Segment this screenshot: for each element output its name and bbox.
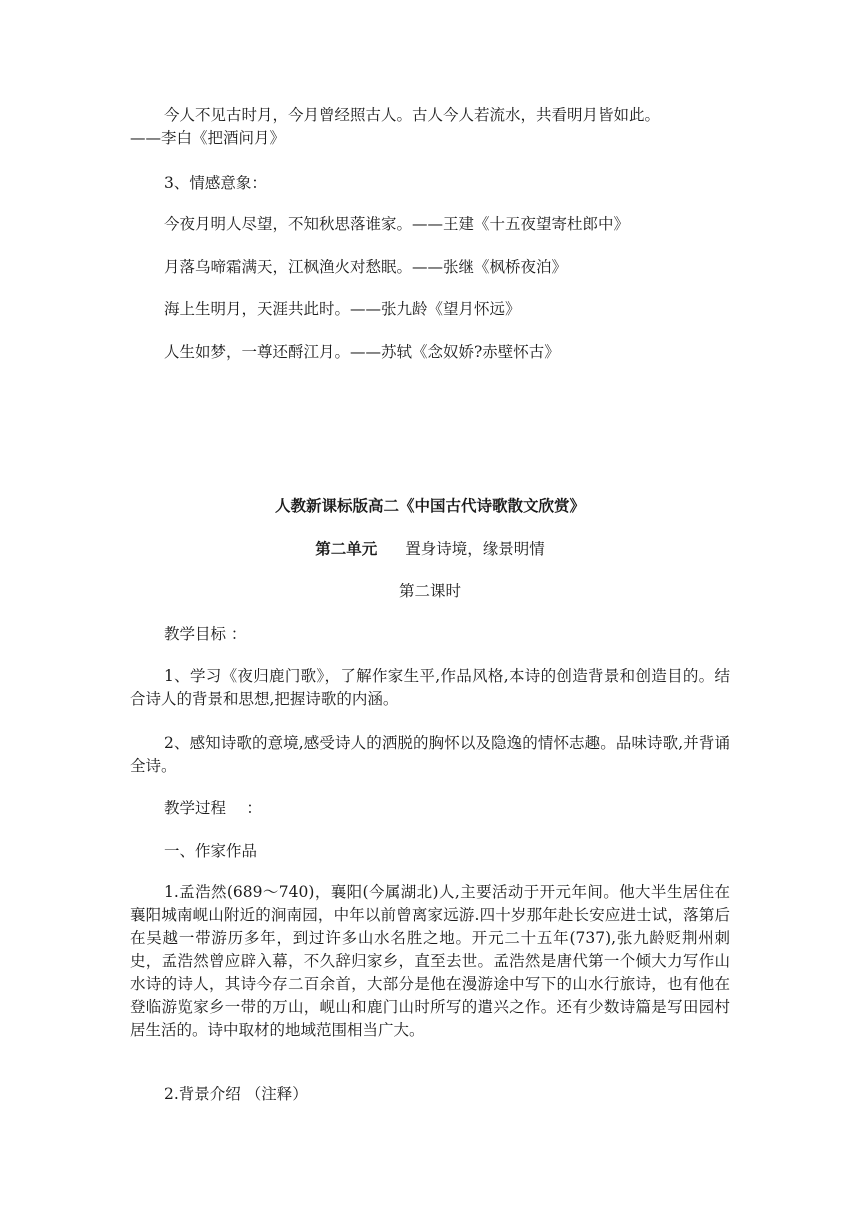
quote-item-2: 月落乌啼霜满天，江枫渔火对愁眠。——张继《枫桥夜泊》 (164, 258, 568, 276)
unit-label: 第二单元 (315, 539, 378, 558)
unit-theme: 置身诗境，缘景明情 (405, 540, 545, 558)
course-title: 人教新课标版高二《中国古代诗歌散文欣赏》 (274, 496, 585, 515)
quote-item-1: 今夜月明人尽望，不知秋思落谁家。——王建《十五夜望寄杜郎中》 (164, 215, 630, 233)
background-heading: 2.背景介绍 （注释） (164, 1085, 308, 1103)
goal-1: 1、学习《夜归鹿门歌》，了解作家生平,作品风格,本诗的创造背景和创造目的。结合诗人的背景和思想,把握诗歌的内涵。 (130, 667, 730, 708)
quote-item-4: 人生如梦，一尊还酹江月。——苏轼《念奴娇?赤壁怀古》 (164, 343, 560, 361)
author-paragraph: 1.孟浩然(689～740)，襄阳(今属湖北)人,主要活动于开元年间。他大半生居住在襄阳城南岘山附近的涧南园，中年以前曾离家远游.四十岁那年赴长安应进士试，落第后在吴越一带游历多年，到过许多山水名胜之地。开元二十五年(737),张九龄贬荆州刺史，孟浩然曾应辟入幕，不久辞归家乡，直至去世。孟浩然是唐代第一个倾大力写作山水诗的诗人，其诗今存二百余首，大部分是他在漫游途中写下的山水行旅诗，也有他在登临游览家乡一带的万山，岘山和鹿门山时所写的遣兴之作。还有少数诗篇是写田园村居生活的。诗中取材的地域范围相当广大。 (130, 883, 730, 1039)
quote-line-1: 今人不见古时月，今月曾经照古人。古人今人若流水，共看明月皆如此。 (164, 106, 661, 124)
section-heading-emotion-imagery: 3、情感意象： (164, 174, 267, 192)
part-1-heading: 一、作家作品 (164, 842, 258, 860)
goal-2: 2、感知诗歌的意境,感受诗人的洒脱的胸怀以及隐逸的情怀志趣。品味诗歌,并背诵全诗。 (130, 734, 730, 775)
quote-item-3: 海上生明月，天涯共此时。——张九龄《望月怀远》 (164, 300, 521, 318)
unit-title (130, 537, 730, 561)
quote-attribution: ——李白《把酒问月》 (130, 129, 286, 147)
goals-label: 教学目标 ： (164, 625, 247, 643)
lesson-title: 第二课时 (398, 582, 461, 600)
process-label: 教学过程 ： (164, 799, 262, 817)
